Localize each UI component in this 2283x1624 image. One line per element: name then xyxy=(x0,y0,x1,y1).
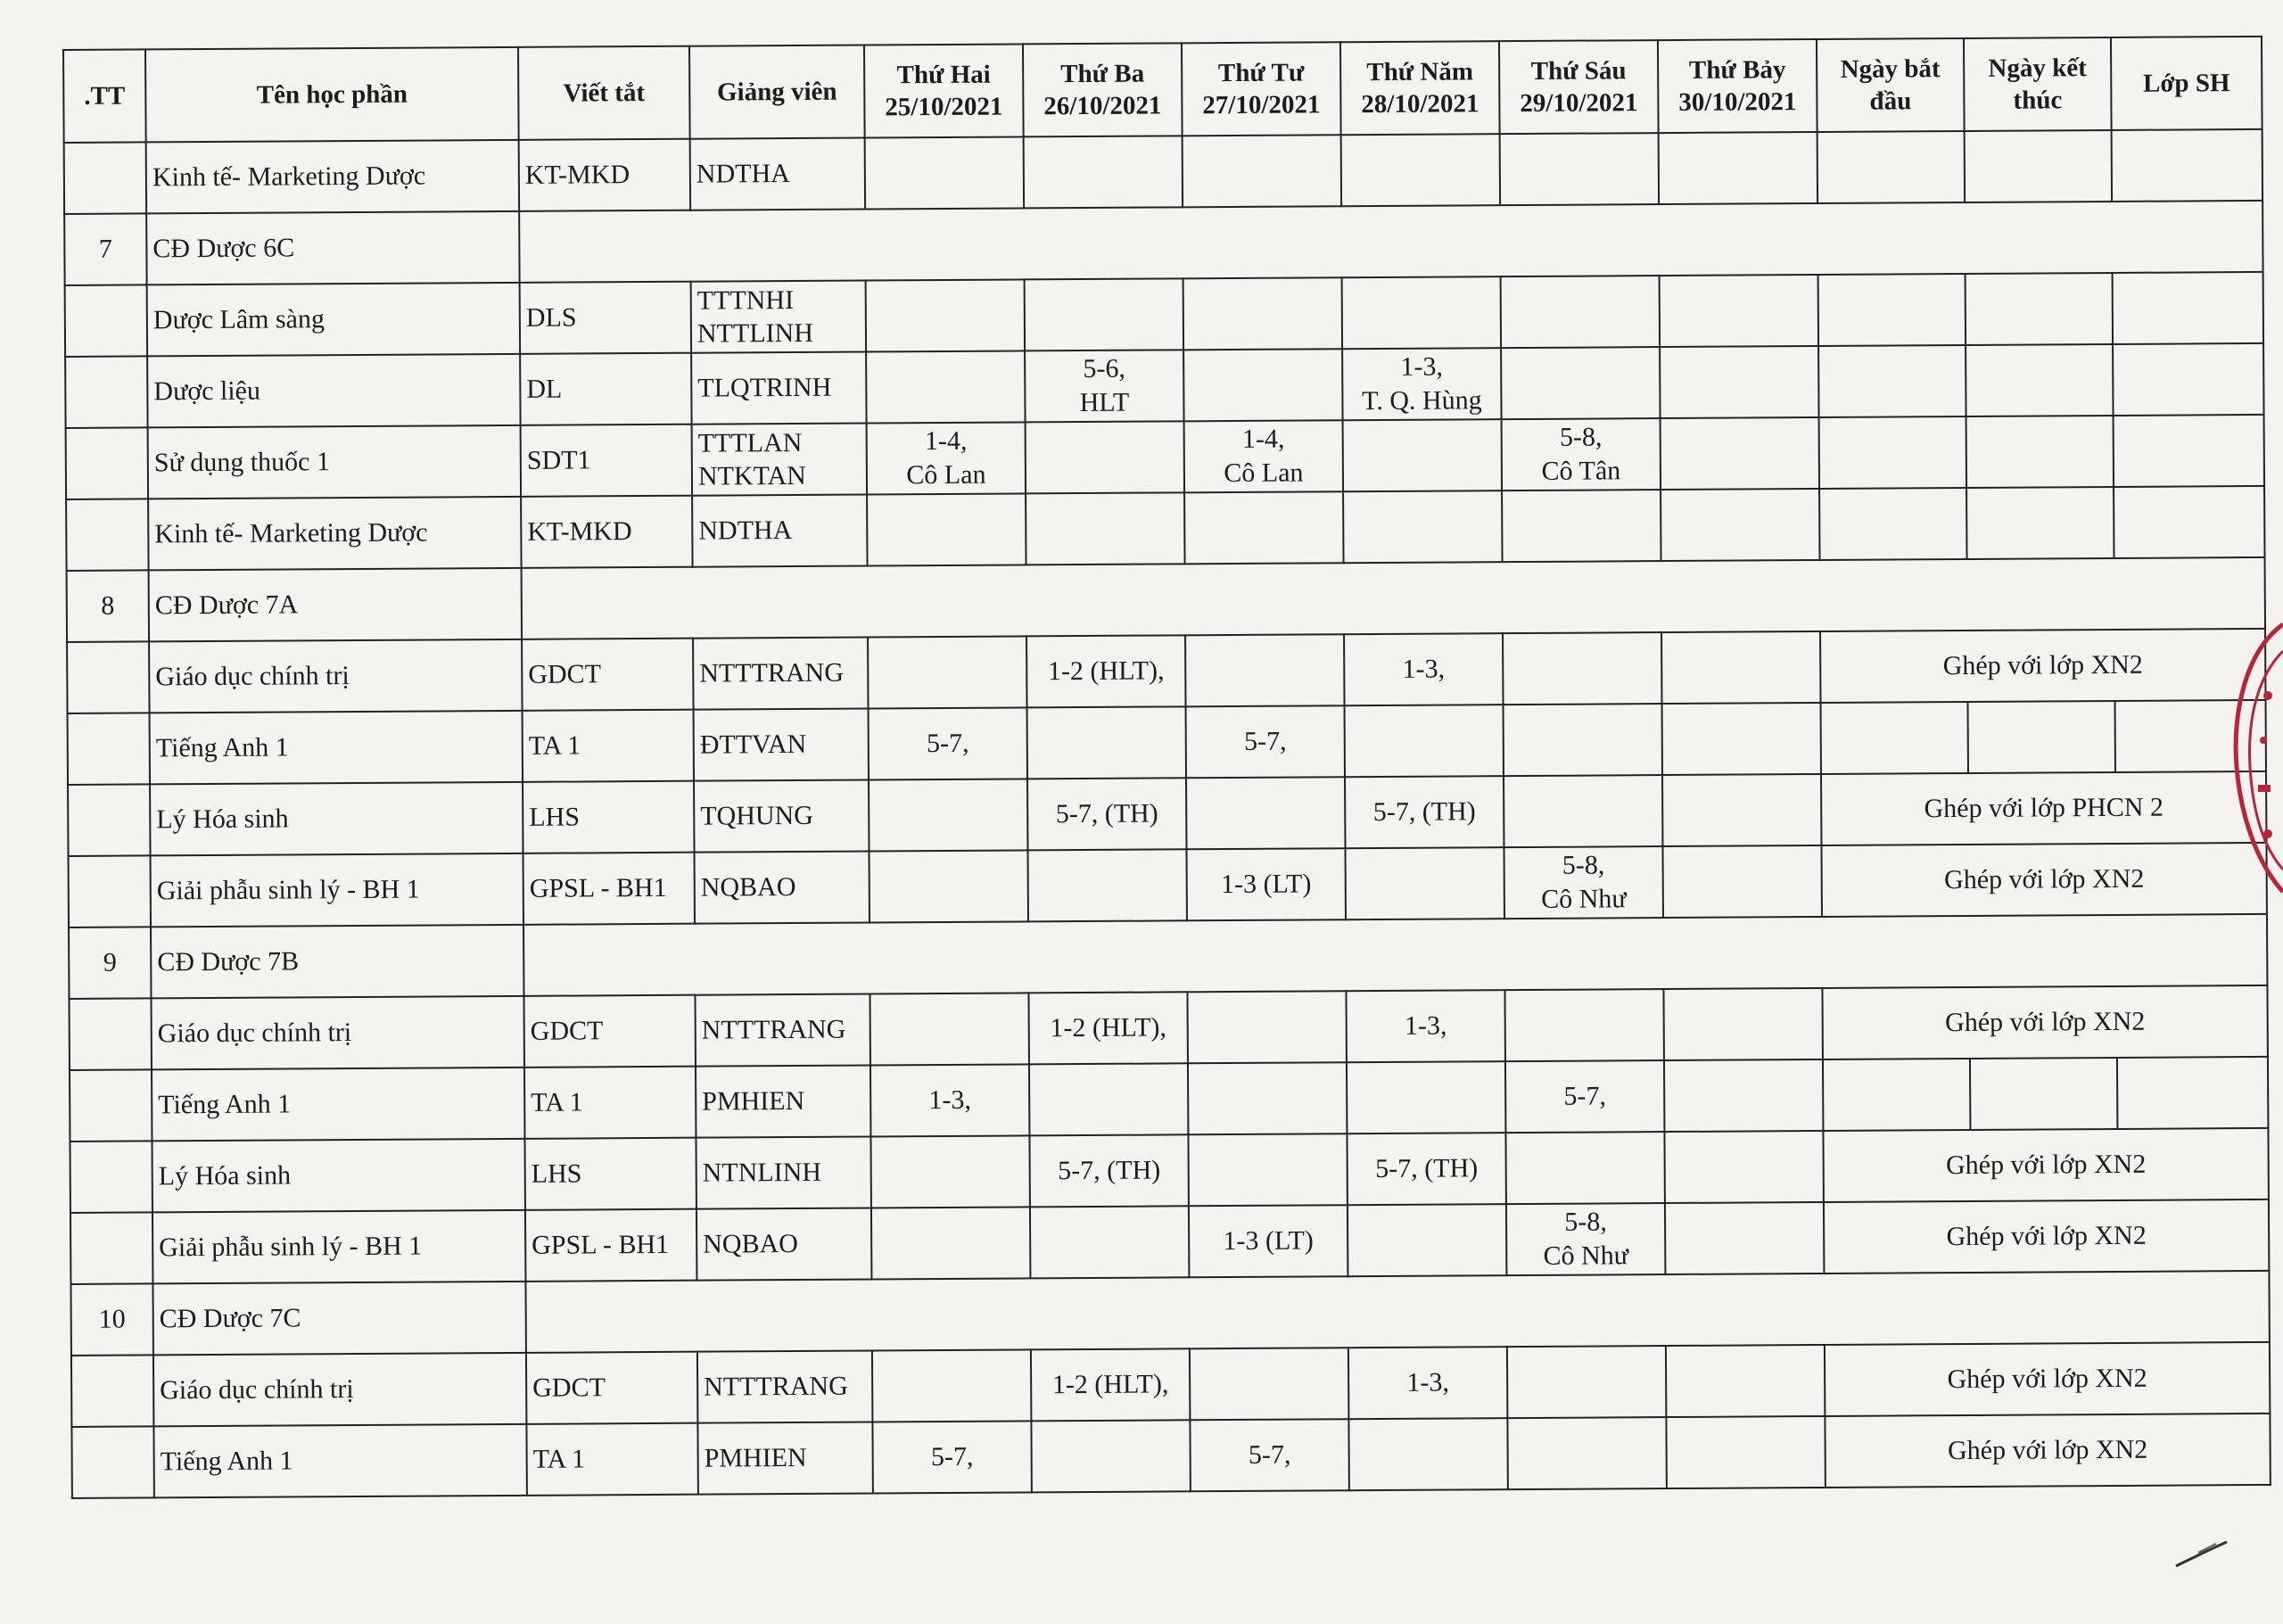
course-name: Dược liệu xyxy=(147,354,520,428)
slot-fri: 5-8, Cô Như xyxy=(1504,846,1662,919)
lecturer: NTTTRANG xyxy=(695,993,870,1066)
red-stamp-partial xyxy=(2228,615,2283,901)
slot-wed: 5-7, xyxy=(1186,705,1345,778)
table-row xyxy=(71,1414,2270,1498)
slot-thu: 1-3, xyxy=(1348,1347,1507,1419)
lecturer: TTTNHI NTTLINH xyxy=(691,281,866,353)
slot-fri: 5-8, Cô Như xyxy=(1506,1203,1665,1275)
slot-thu: 1-3, T. Q. Hùng xyxy=(1342,348,1501,420)
group-row xyxy=(70,1271,2269,1356)
group-name: CĐ Dược 7B xyxy=(151,925,523,999)
table-row xyxy=(65,343,2263,428)
course-abbr: GDCT xyxy=(523,995,695,1068)
merge-note: Ghép với lớp XN2 xyxy=(1820,629,2265,703)
lecturer: TLQTRINH xyxy=(691,352,866,425)
lecturer: NTNLINH xyxy=(696,1136,870,1208)
slot-mon: 1-3, xyxy=(870,1064,1029,1136)
merge-note: Ghép với lớp XN2 xyxy=(1825,1414,2270,1488)
header-day-tue: Thứ Ba 26/10/2021 xyxy=(1023,43,1183,136)
lecturer: ĐTTVAN xyxy=(694,708,869,780)
merge-note: Ghép với lớp XN2 xyxy=(1822,985,2267,1059)
slot-wed: 1-4, Cô Lan xyxy=(1184,420,1343,492)
lecturer: NTTTRANG xyxy=(693,637,868,709)
lecturer: NQBAO xyxy=(695,851,870,923)
slot-tue: 5-7, (TH) xyxy=(1029,1134,1188,1207)
schedule-table xyxy=(62,36,2271,1499)
table-row xyxy=(65,272,2263,357)
course-abbr: DLS xyxy=(520,282,691,354)
slot-tue: 1-2 (HLT), xyxy=(1031,1348,1190,1421)
course-abbr: LHS xyxy=(524,1138,696,1210)
slot-fri: 5-7, xyxy=(1505,1060,1664,1133)
course-abbr: KT-MKD xyxy=(521,496,692,568)
slot-wed: 1-3 (LT) xyxy=(1187,848,1346,920)
header-tt: .TT xyxy=(63,49,146,143)
schedule-sheet xyxy=(62,36,2270,1521)
course-name: Lý Hóa sinh xyxy=(152,1139,524,1213)
course-name: Tiếng Anh 1 xyxy=(150,711,523,785)
header-class-sh: Lớp SH xyxy=(2111,37,2262,130)
slot-thu: 1-3, xyxy=(1346,990,1504,1062)
course-abbr: GPSL - BH1 xyxy=(523,853,695,925)
header-course: Tên học phần xyxy=(145,47,519,143)
slot-wed: 5-7, xyxy=(1190,1419,1348,1491)
header-start: Ngày bắt đầu xyxy=(1817,38,1965,132)
merge-note: Ghép với lớp XN2 xyxy=(1821,843,2266,917)
course-abbr: KT-MKD xyxy=(519,139,690,211)
table-row xyxy=(66,415,2264,499)
slot-tue: 5-6, HLT xyxy=(1025,350,1183,422)
table-row xyxy=(71,1342,2270,1427)
header-day-wed: Thứ Tư 27/10/2021 xyxy=(1182,42,1341,136)
course-abbr: LHS xyxy=(523,781,694,853)
slot-mon: 5-7, xyxy=(872,1421,1031,1493)
course-name: Giải phẫu sinh lý - BH 1 xyxy=(151,853,523,927)
slot-fri: 5-8, Cô Tân xyxy=(1502,418,1661,490)
header-day-fri: Thứ Sáu 29/10/2021 xyxy=(1499,40,1659,134)
group-number: 10 xyxy=(70,1283,152,1356)
header-row xyxy=(63,37,2262,143)
course-abbr: DL xyxy=(520,353,691,425)
table-row xyxy=(68,771,2266,856)
group-row xyxy=(64,201,2262,285)
header-day-sat: Thứ Bảy 30/10/2021 xyxy=(1658,39,1817,133)
course-name: Lý Hóa sinh xyxy=(150,782,523,856)
course-abbr: TA 1 xyxy=(524,1067,696,1139)
group-number: 8 xyxy=(67,570,149,642)
lecturer: PMHIEN xyxy=(697,1422,872,1494)
header-lecturer: Giảng viên xyxy=(689,45,865,139)
course-name: Tiếng Anh 1 xyxy=(152,1068,524,1142)
group-name: CĐ Dược 6C xyxy=(146,211,519,285)
lecturer: NTTTRANG xyxy=(697,1350,872,1422)
merge-note: Ghép với lớp XN2 xyxy=(1823,1128,2268,1202)
lecturer: NQBAO xyxy=(696,1208,871,1280)
table-row xyxy=(68,700,2266,785)
group-name: CĐ Dược 7A xyxy=(149,568,522,642)
course-abbr: TA 1 xyxy=(526,1423,697,1496)
course-name: Sử dụng thuốc 1 xyxy=(148,425,521,499)
group-row xyxy=(69,914,2267,999)
table-row xyxy=(69,843,2267,927)
header-end: Ngày kết thúc xyxy=(1964,37,2112,131)
lecturer: NDTHA xyxy=(690,138,865,210)
table-row xyxy=(70,1057,2268,1142)
group-name: CĐ Dược 7C xyxy=(152,1282,525,1356)
lecturer: PMHIEN xyxy=(696,1065,870,1137)
pen-mark xyxy=(2172,1535,2234,1570)
course-name: Kinh tế- Marketing Dược xyxy=(146,140,519,214)
lecturer: NDTHA xyxy=(692,494,867,566)
group-row xyxy=(67,557,2265,642)
slot-wed: 1-3 (LT) xyxy=(1189,1205,1348,1277)
merge-note: Ghép với lớp XN2 xyxy=(1824,1199,2269,1274)
course-abbr: GDCT xyxy=(526,1352,697,1424)
course-abbr: TA 1 xyxy=(523,710,694,782)
table-row xyxy=(70,1128,2268,1213)
slot-tue: 1-2 (HLT), xyxy=(1026,635,1185,707)
slot-thu: 5-7, (TH) xyxy=(1347,1133,1505,1205)
merge-note: Ghép với lớp XN2 xyxy=(1825,1342,2270,1416)
table-row xyxy=(70,985,2268,1070)
course-name: Kinh tế- Marketing Dược xyxy=(148,497,521,571)
course-name: Giải phẫu sinh lý - BH 1 xyxy=(152,1210,525,1284)
header-day-mon: Thứ Hai 25/10/2021 xyxy=(864,44,1024,137)
table-row xyxy=(67,629,2265,713)
lecturer: TQHUNG xyxy=(694,779,869,852)
slot-tue: 1-2 (HLT), xyxy=(1028,992,1187,1064)
merge-note: Ghép với lớp PHCN 2 xyxy=(1821,771,2266,845)
course-name: Giáo dục chính trị xyxy=(149,639,522,713)
course-abbr: SDT1 xyxy=(521,425,692,497)
course-name: Tiếng Anh 1 xyxy=(153,1424,526,1498)
slot-thu: 1-3, xyxy=(1344,633,1503,705)
table-row xyxy=(66,486,2264,571)
course-abbr: GDCT xyxy=(522,639,693,711)
slot-mon: 1-4, Cô Lan xyxy=(867,422,1026,494)
table-row xyxy=(70,1199,2269,1284)
slot-thu: 5-7, (TH) xyxy=(1345,776,1504,848)
header-day-thu: Thứ Năm 28/10/2021 xyxy=(1340,41,1500,135)
course-abbr: GPSL - BH1 xyxy=(525,1209,696,1282)
group-number: 7 xyxy=(64,213,146,285)
table-row xyxy=(64,129,2262,214)
slot-mon: 5-7, xyxy=(869,707,1027,779)
course-name: Giáo dục chính trị xyxy=(152,996,524,1070)
group-number: 9 xyxy=(69,927,151,999)
course-name: Dược Lâm sàng xyxy=(147,283,520,357)
course-name: Giáo dục chính trị xyxy=(153,1353,526,1427)
slot-tue: 5-7, (TH) xyxy=(1027,778,1186,850)
header-abbr: Viết tắt xyxy=(518,46,690,140)
lecturer: TTTLAN NTKTAN xyxy=(692,424,867,496)
